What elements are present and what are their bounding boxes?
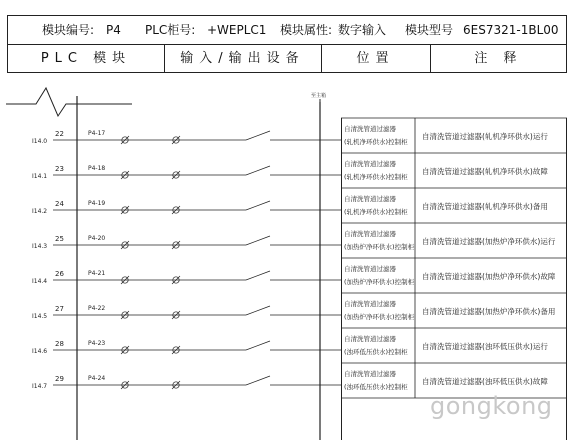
location-line2: (轧机净环供水)控制柜	[344, 208, 408, 216]
note-text: 自清洗管道过滤器(加热炉净环供水)运行	[422, 237, 556, 246]
switch-contact	[246, 341, 270, 350]
wire-number: P4-18	[88, 165, 106, 172]
input-address: I14.3	[32, 243, 48, 250]
col-notes: 注 释	[474, 51, 523, 66]
switch-contact	[246, 166, 270, 175]
note-text: 自清洗管道过滤器(轧机净环供水)备用	[422, 202, 548, 211]
col-location: 位置	[356, 51, 395, 66]
location-line1: 自清洗管道过滤器	[344, 230, 396, 238]
location-line1: 自清洗管道过滤器	[344, 160, 396, 168]
location-line1: 自清洗管道过滤器	[344, 195, 396, 203]
location-line2: (轧机净环供水)控制柜	[344, 173, 408, 181]
location-line2: (加热炉净环供水)控制柜	[344, 278, 415, 286]
input-address: I14.4	[32, 278, 48, 285]
input-address: I14.0	[32, 138, 48, 145]
pin-number: 22	[55, 130, 64, 138]
col-plc-module: PLC 模块	[40, 51, 132, 66]
wire-number: P4-17	[88, 130, 106, 137]
location-line1: 自清洗管道过滤器	[344, 370, 396, 378]
input-address: I14.6	[32, 348, 48, 355]
wire-number: P4-24	[88, 375, 106, 382]
input-address: I14.5	[32, 313, 48, 320]
note-text: 自清洗管道过滤器(加热炉净环供水)故障	[422, 272, 556, 281]
plc-rack-label: PLC柜号:	[145, 23, 196, 37]
module-no-label: 模块编号:	[42, 23, 95, 37]
pin-number: 27	[55, 305, 64, 313]
bus-label: 至主箱	[311, 93, 327, 99]
note-text: 自清洗管道过滤器(加热炉净环供水)备用	[422, 307, 556, 316]
module-type-value: 6ES7321-1BL00	[463, 23, 559, 37]
location-line2: (轧机净环供水)控制柜	[344, 138, 408, 146]
break-symbol	[6, 88, 132, 116]
location-line2: (加热炉净环供水)控制柜	[344, 313, 415, 321]
pin-number: 23	[55, 165, 64, 173]
pin-number: 25	[55, 235, 64, 243]
input-address: I14.7	[32, 383, 48, 390]
module-attr-value: 数字输入	[338, 23, 387, 37]
switch-contact	[246, 376, 270, 385]
switch-contact	[246, 236, 270, 245]
note-text: 自清洗管道过滤器(浊环低压供水)运行	[422, 342, 548, 351]
location-line2: (浊环低压供水)控制柜	[344, 348, 408, 356]
input-address: I14.1	[32, 173, 48, 180]
pin-number: 29	[55, 375, 64, 383]
location-line1: 自清洗管道过滤器	[344, 300, 396, 308]
pin-number: 28	[55, 340, 64, 348]
wire-number: P4-20	[88, 235, 106, 242]
location-line1: 自清洗管道过滤器	[344, 265, 396, 273]
module-attr-label: 模块属性:	[280, 23, 333, 37]
wire-number: P4-23	[88, 340, 106, 347]
switch-contact	[246, 201, 270, 210]
plc-rack-value: +WEPLC1	[207, 23, 267, 37]
pin-number: 26	[55, 270, 64, 278]
location-line1: 自清洗管道过滤器	[344, 125, 396, 133]
wire-number: P4-19	[88, 200, 106, 207]
wire-number: P4-21	[88, 270, 106, 277]
switch-contact	[246, 306, 270, 315]
location-line2: (浊环低压供水)控制柜	[344, 383, 408, 391]
switch-contact	[246, 131, 270, 140]
note-text: 自清洗管道过滤器(轧机净环供水)故障	[422, 167, 548, 176]
pin-number: 24	[55, 200, 64, 208]
watermark: gongkong	[430, 392, 553, 420]
input-address: I14.2	[32, 208, 48, 215]
location-line1: 自清洗管道过滤器	[344, 335, 396, 343]
switch-contact	[246, 271, 270, 280]
module-type-label: 模块型号	[405, 23, 454, 37]
col-io-device: 输入/输出设备	[180, 51, 305, 66]
note-text: 自清洗管道过滤器(浊环低压供水)故障	[422, 377, 548, 386]
module-no-value: P4	[106, 23, 121, 37]
location-line2: (加热炉净环供水)控制柜	[344, 243, 415, 251]
wire-number: P4-22	[88, 305, 106, 312]
note-text: 自清洗管道过滤器(轧机净环供水)运行	[422, 132, 548, 141]
